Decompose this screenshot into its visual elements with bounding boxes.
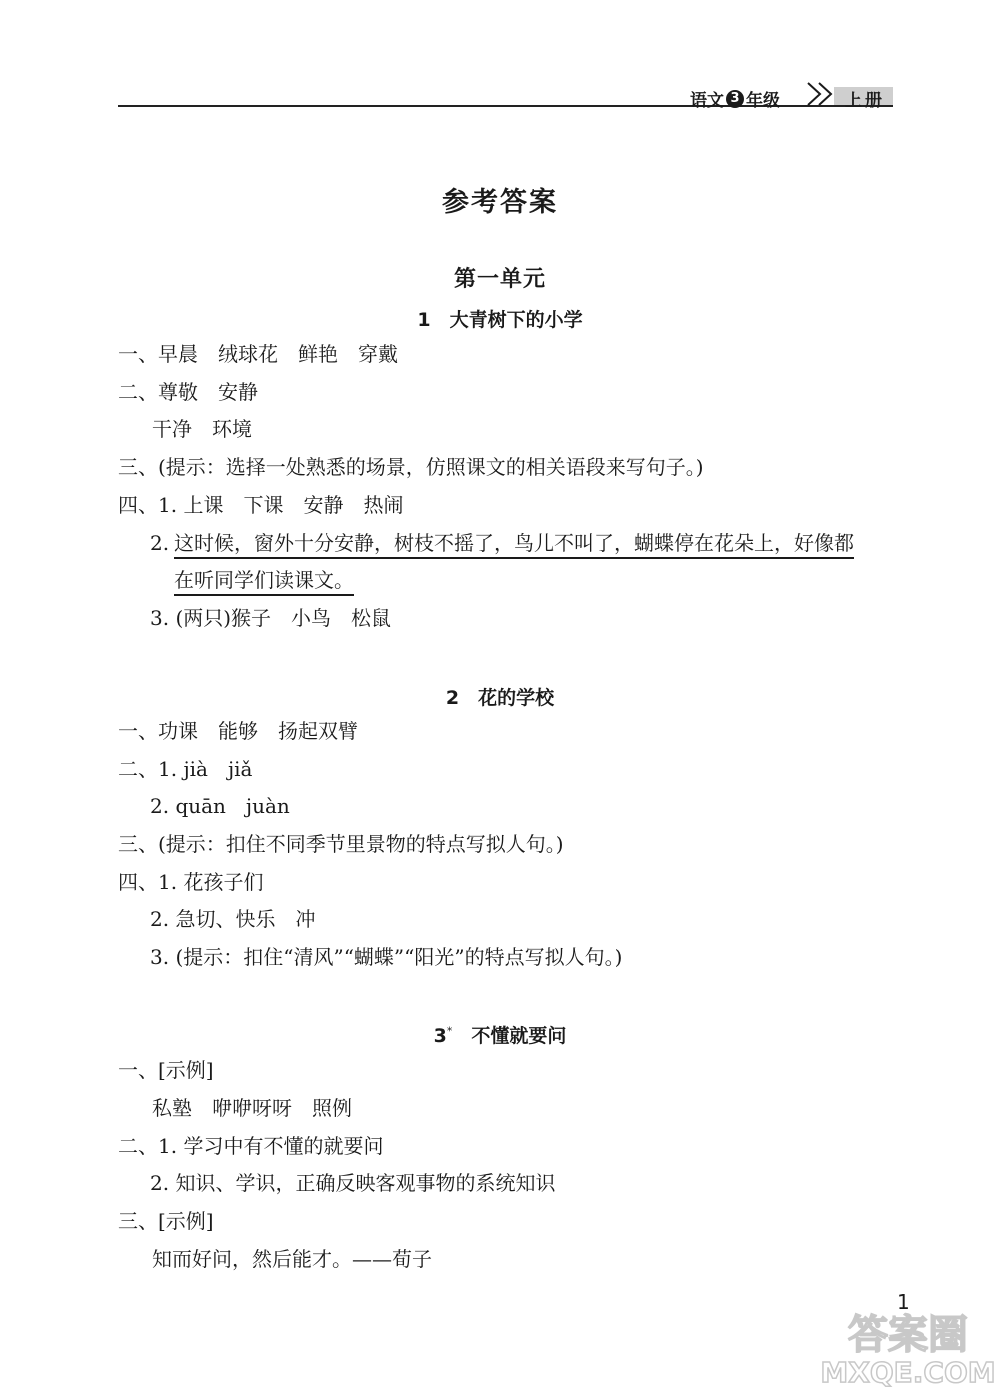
- page-number: 1: [897, 1290, 910, 1314]
- double-chevron-icon: [805, 80, 839, 108]
- lesson-2-q2-1: 二、1. jià jiǎ: [118, 757, 253, 781]
- lesson-3-q3: 三、[示例]: [118, 1209, 214, 1233]
- lesson-2-q4-3: 3. (提示：扣住“清风”“蝴蝶”“阳光”的特点写拟人句。): [150, 945, 623, 969]
- page-title: 参考答案: [442, 187, 558, 218]
- underlined-answer: 这时候，窗外十分安静，树枝不摇了，鸟儿不叫了，蝴蝶停在花朵上，好像都: [174, 531, 854, 559]
- lesson-3-name: 不懂就要问: [471, 1025, 567, 1047]
- lesson-1-title: 1 大青树下的小学: [417, 309, 583, 331]
- lesson-1-q4-2-answer-line-2: [174, 567, 354, 593]
- lesson-2-q4-2: 2. 急切、快乐 冲: [150, 907, 316, 931]
- lesson-1-q4-1: 四、1. 上课 下课 安静 热闹: [118, 493, 404, 517]
- lesson-1-q4-3: 3. (两只)猴子 小鸟 松鼠: [150, 606, 392, 630]
- grade-suffix: 年级: [746, 91, 780, 111]
- lesson-2-q3: 三、(提示：扣住不同季节里景物的特点写拟人句。): [118, 832, 564, 856]
- lesson-1-q3: 三、(提示：选择一处熟悉的场景，仿照课文的相关语段来写句子。): [118, 455, 704, 479]
- lesson-2-q4-1: 四、1. 花孩子们: [118, 870, 264, 894]
- lesson-1-q2: 二、尊敬 安静: [118, 380, 258, 404]
- lesson-3-number: 3: [433, 1025, 447, 1047]
- watermark-bottom-text: MXQE.COM: [820, 1356, 996, 1389]
- watermark-logo: [818, 1300, 998, 1390]
- header-subject: [690, 86, 780, 111]
- lesson-3-q3-example: 知而好问，然后能才。——荀子: [152, 1247, 432, 1271]
- lesson-1-q4-2-label: 2.: [150, 531, 176, 555]
- lesson-2-q1: 一、功课 能够 扬起双臂: [118, 719, 358, 743]
- lesson-1-q1: 一、早晨 绒球花 鲜艳 穿戴: [118, 342, 398, 366]
- lesson-3-title: [0, 1021, 1000, 1048]
- lesson-2-q2-2: 2. quān juàn: [150, 794, 290, 818]
- lesson-3-q2-1: 二、1. 学习中有不懂的就要问: [118, 1134, 384, 1158]
- unit-title: 第一单元: [453, 267, 546, 292]
- lesson-3-q1-example: 私塾 咿咿呀呀 照例: [152, 1096, 352, 1120]
- lesson-3-q1: 一、[示例]: [118, 1058, 214, 1082]
- lesson-1-q2-cont: 干净 环境: [152, 417, 252, 441]
- underlined-answer: 在听同学们读课文。: [174, 568, 354, 596]
- watermark-top-text: 答案圈: [848, 1312, 968, 1358]
- volume-label: 上册: [845, 91, 885, 111]
- grade-number-badge: 3: [726, 90, 744, 108]
- subject-label: 语文: [690, 91, 724, 111]
- lesson-1-q4-2-answer-line-1: [174, 530, 854, 556]
- optional-lesson-mark: *: [446, 1024, 453, 1038]
- lesson-2-title: 2 花的学校: [445, 687, 555, 709]
- lesson-3-q2-2: 2. 知识、学识，正确反映客观事物的系统知识: [150, 1171, 556, 1195]
